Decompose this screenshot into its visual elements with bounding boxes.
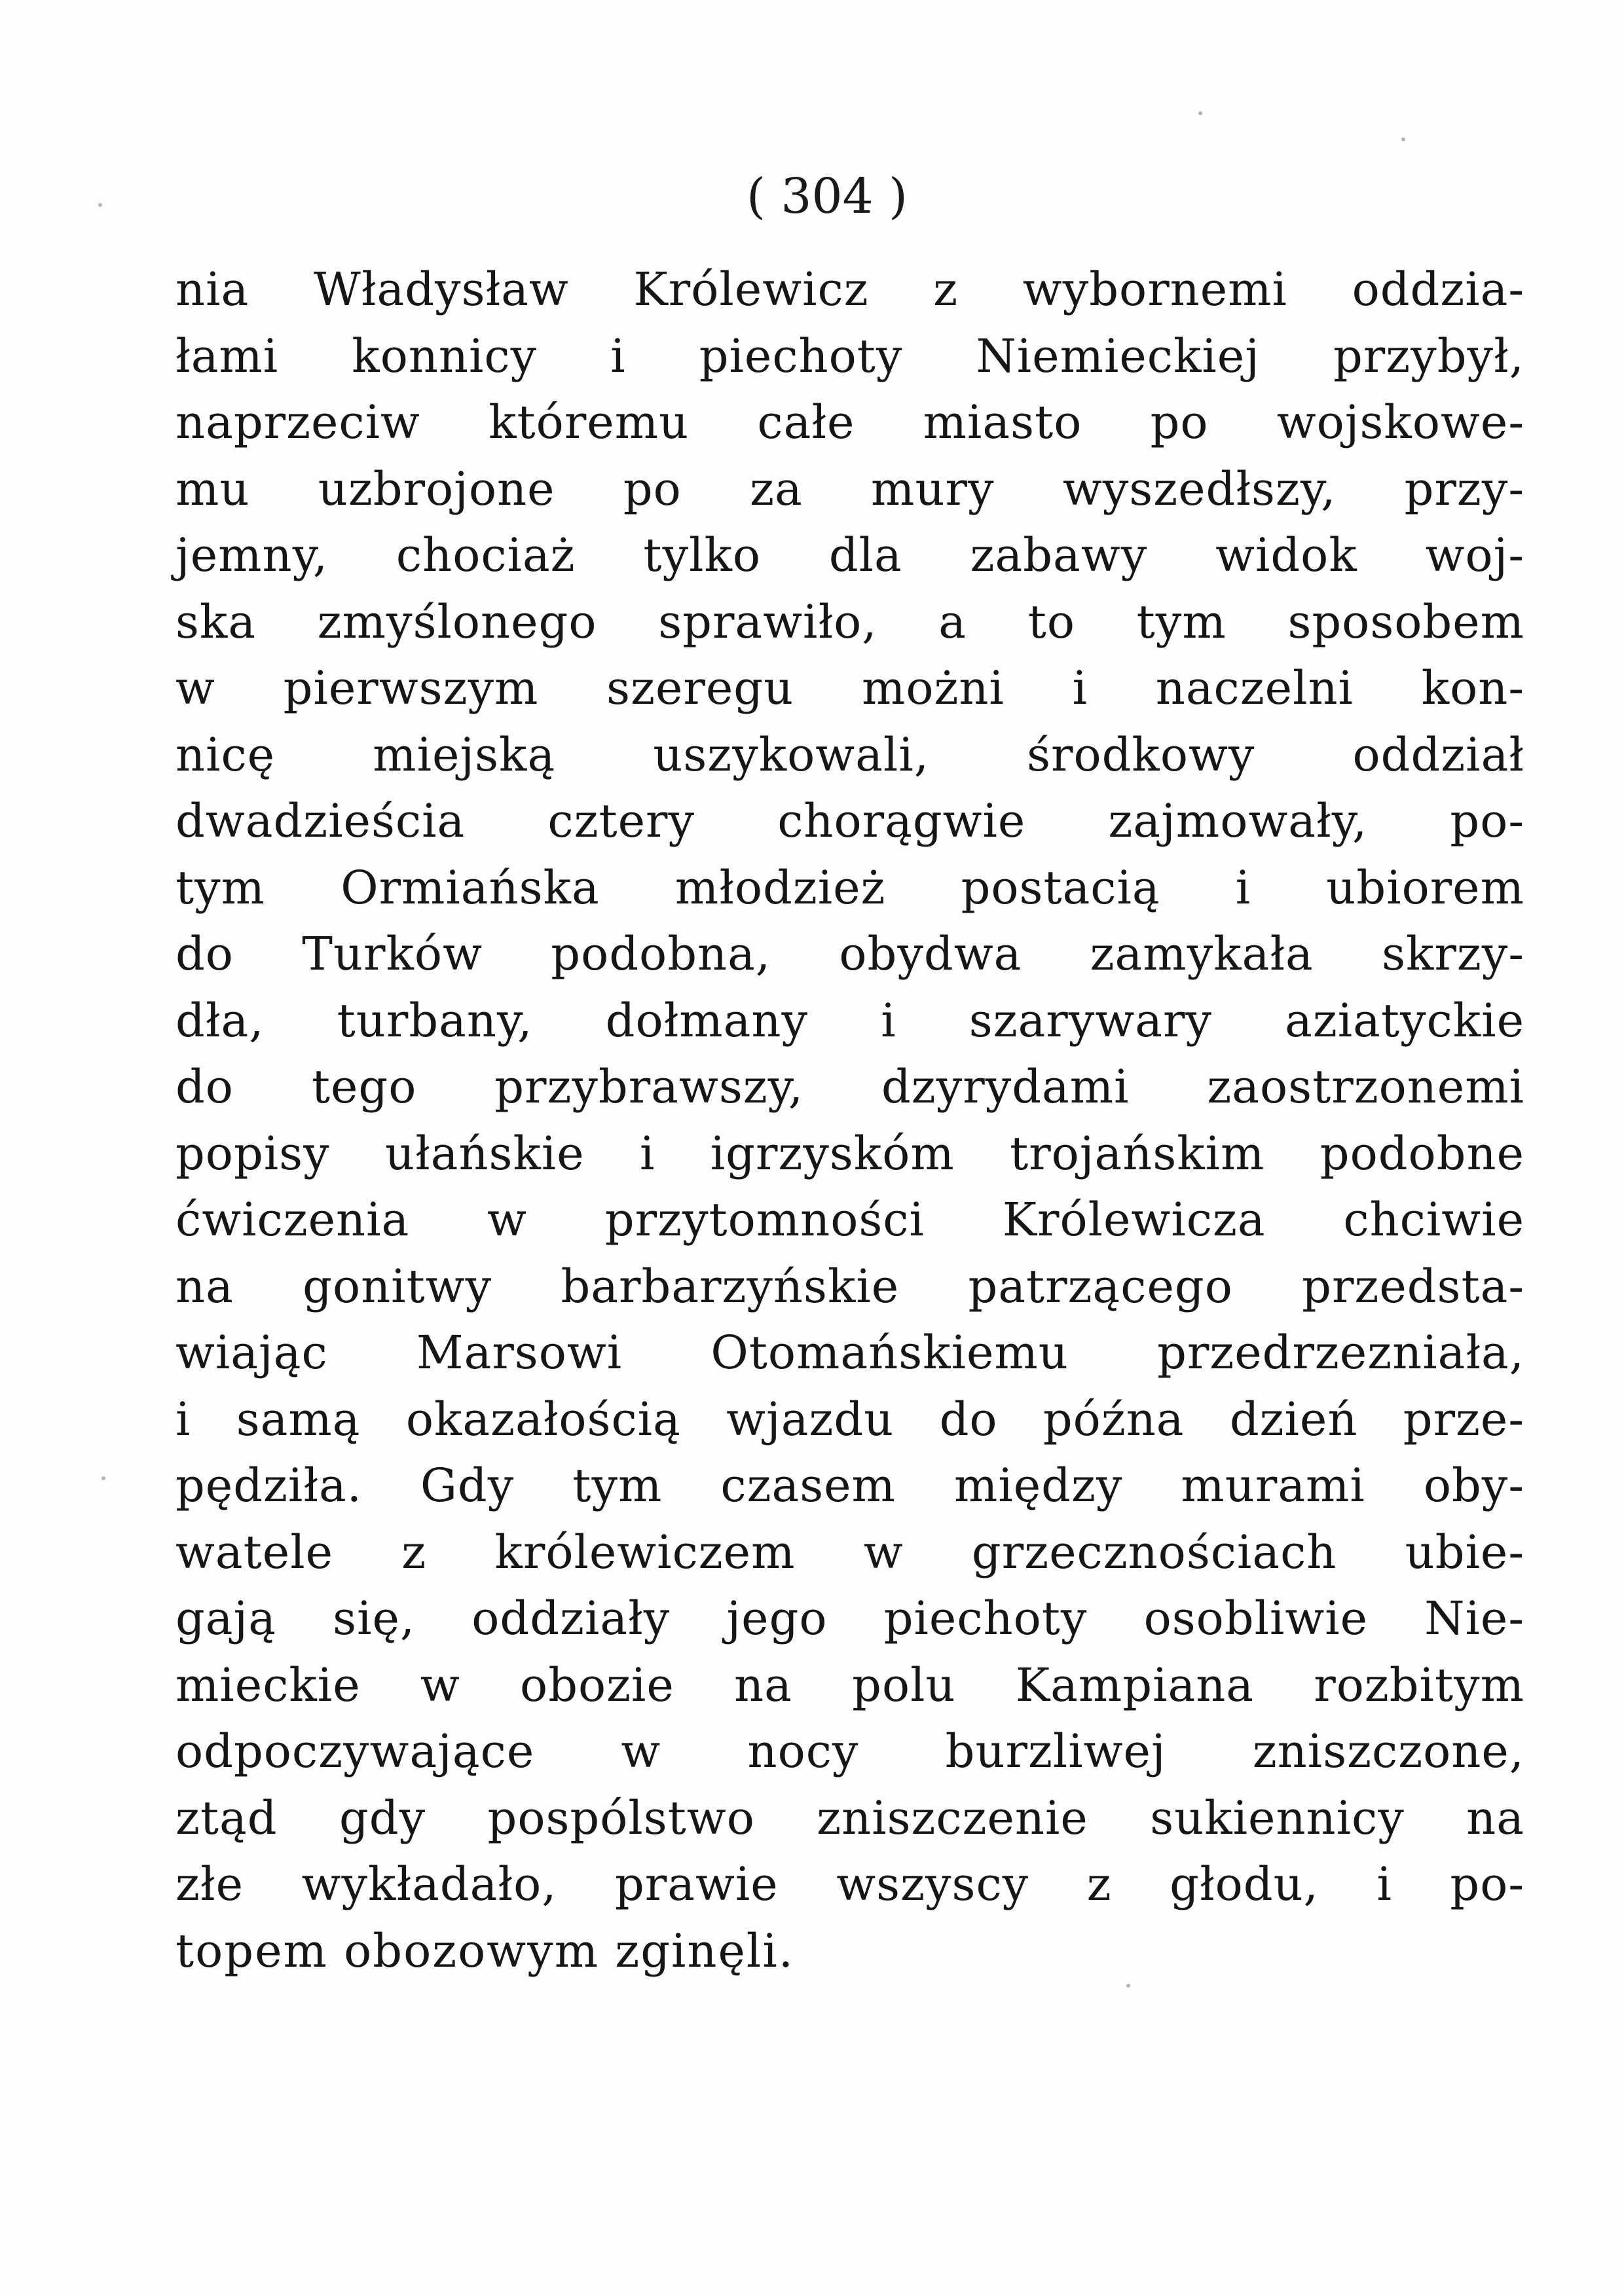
body-text bbox=[175, 257, 1524, 1984]
text-line: naprzeciw któremu całe miasto po wojskowe- bbox=[175, 395, 1524, 449]
text-line: nicę miejską uszykowali, środkowy oddział bbox=[175, 727, 1524, 782]
paper-speck bbox=[101, 1476, 105, 1480]
text-line: na gonitwy barbarzyńskie patrzącego przedsta- bbox=[175, 1259, 1524, 1313]
page-number: ( 304 ) bbox=[747, 168, 908, 225]
text-line: odpoczywające w nocy burzliwej zniszczone, bbox=[175, 1724, 1524, 1778]
text-line: do tego przybrawszy, dzyrydami zaostrzonemi bbox=[175, 1060, 1524, 1114]
text-line: łami konnicy i piechoty Niemieckiej przybył, bbox=[175, 329, 1524, 383]
text-line: nia Władysław Królewicz z wybornemi oddzia- bbox=[175, 263, 1524, 316]
text-line: złe wykładało, prawie wszyscy z głodu, i po- bbox=[175, 1857, 1524, 1911]
text-line: jemny, chociaż tylko dla zabawy widok woj- bbox=[175, 528, 1524, 582]
text-line: ztąd gdy pospólstwo zniszczenie sukiennicy na bbox=[175, 1791, 1524, 1845]
text-line: dwadzieścia cztery chorągwie zajmowały, po- bbox=[175, 794, 1524, 848]
text-line: do Turków podobna, obydwa zamykała skrzy- bbox=[175, 927, 1524, 981]
text-line: gają się, oddziały jego piechoty osobliwie Nie- bbox=[175, 1592, 1524, 1645]
text-line: mu uzbrojone po za mury wyszedłszy, przy- bbox=[175, 462, 1524, 516]
text-line: w pierwszym szeregu możni i naczelni kon- bbox=[175, 661, 1524, 715]
text-line: pędziła. Gdy tym czasem między murami oby- bbox=[175, 1459, 1524, 1512]
text-line: watele z królewiczem w grzecznościach ubie- bbox=[175, 1525, 1524, 1579]
text-line: topem obozowym zginęli. bbox=[175, 1923, 794, 1978]
text-line: ćwiczenia w przytomności Królewicza chciwie bbox=[175, 1193, 1524, 1247]
paper-speck bbox=[98, 203, 102, 207]
paper-speck bbox=[1126, 1984, 1130, 1988]
paper-speck bbox=[1401, 137, 1405, 141]
text-line: ska zmyślonego sprawiło, a to tym sposobem bbox=[175, 594, 1524, 649]
text-line: popisy ułańskie i igrzyskóm trojańskim podobne bbox=[175, 1126, 1524, 1180]
text-line: mieckie w obozie na polu Kampiana rozbitym bbox=[175, 1658, 1524, 1712]
text-line: tym Ormiańska młodzież postacią i ubiorem bbox=[175, 860, 1524, 915]
text-line: i samą okazałością wjazdu do późna dzień prze- bbox=[175, 1392, 1524, 1446]
paper-speck bbox=[1198, 111, 1202, 115]
text-line: dła, turbany, dołmany i szarywary aziatyckie bbox=[175, 993, 1524, 1048]
text-line: wiając Marsowi Otomańskiemu przedrzezniała, bbox=[175, 1326, 1524, 1379]
